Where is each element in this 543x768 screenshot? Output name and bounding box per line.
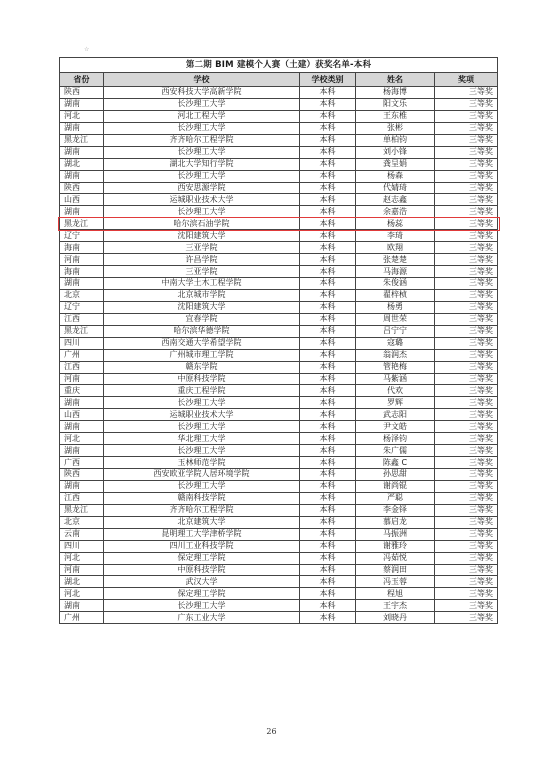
cell-name: 李琦 (356, 230, 435, 242)
cell-name: 代婧琦 (356, 182, 435, 194)
table-row (60, 588, 498, 600)
cell-award: 三等奖 (435, 349, 498, 361)
header-name: 姓名 (356, 73, 435, 87)
cell-type: 本科 (300, 134, 356, 146)
table-row (60, 301, 498, 313)
cell-province: 河北 (60, 552, 104, 564)
table-row (60, 457, 498, 469)
cell-school: 运城职业技术大学 (104, 194, 300, 206)
cell-school: 湖北大学知行学院 (104, 158, 300, 170)
table-row (60, 385, 498, 397)
cell-school: 玉林师范学院 (104, 457, 300, 469)
cell-type: 本科 (300, 158, 356, 170)
header-award: 奖项 (435, 73, 498, 87)
table-row (60, 433, 498, 445)
cell-province: 陕西 (60, 469, 104, 481)
table-row (60, 206, 498, 218)
table-row (60, 87, 498, 99)
cell-award: 三等奖 (435, 421, 498, 433)
cell-province: 山西 (60, 409, 104, 421)
cell-school: 西安欧亚学院人居环境学院 (104, 469, 300, 481)
table-row (60, 469, 498, 481)
cell-name: 尹文皓 (356, 421, 435, 433)
table-title: 第二期 BIM 建模个人赛（土建）获奖名单-本科 (60, 58, 498, 73)
cell-name: 程旭 (356, 588, 435, 600)
table-row (60, 325, 498, 337)
cell-school: 广州城市理工学院 (104, 349, 300, 361)
cell-type: 本科 (300, 600, 356, 612)
cell-type: 本科 (300, 457, 356, 469)
cell-type: 本科 (300, 98, 356, 110)
cell-award: 三等奖 (435, 433, 498, 445)
cell-school: 运城职业技术大学 (104, 409, 300, 421)
cell-name: 张彬 (356, 122, 435, 134)
cell-school: 沈阳建筑大学 (104, 230, 300, 242)
table-row (60, 409, 498, 421)
cell-type: 本科 (300, 87, 356, 99)
table-row (60, 349, 498, 361)
cell-type: 本科 (300, 528, 356, 540)
cell-school: 长沙理工大学 (104, 397, 300, 409)
cell-type: 本科 (300, 349, 356, 361)
cell-name: 单柏钧 (356, 134, 435, 146)
cell-award: 三等奖 (435, 87, 498, 99)
cell-type: 本科 (300, 445, 356, 457)
cell-type: 本科 (300, 122, 356, 134)
cell-name: 谢雅玲 (356, 540, 435, 552)
header-type: 学校类别 (300, 73, 356, 87)
table-row (60, 242, 498, 254)
table-row (60, 158, 498, 170)
cell-province: 重庆 (60, 385, 104, 397)
cell-name: 吕宁宁 (356, 325, 435, 337)
cell-school: 长沙理工大学 (104, 445, 300, 457)
cell-province: 河南 (60, 564, 104, 576)
cell-province: 陕西 (60, 87, 104, 99)
award-table (59, 57, 498, 624)
cell-award: 三等奖 (435, 600, 498, 612)
table-row (60, 122, 498, 134)
cell-name: 周世荣 (356, 313, 435, 325)
cell-school: 齐齐哈尔工程学院 (104, 504, 300, 516)
cell-province: 湖南 (60, 397, 104, 409)
cell-name: 刘小锋 (356, 146, 435, 158)
table-row (60, 576, 498, 588)
cell-name: 龚呈娟 (356, 158, 435, 170)
table-row (60, 480, 498, 492)
cell-name: 慕启龙 (356, 516, 435, 528)
table-row (60, 361, 498, 373)
cell-award: 三等奖 (435, 182, 498, 194)
cell-name: 武志阳 (356, 409, 435, 421)
cell-award: 三等奖 (435, 469, 498, 481)
cell-school: 西安思源学院 (104, 182, 300, 194)
cell-province: 广州 (60, 349, 104, 361)
cell-type: 本科 (300, 480, 356, 492)
cell-name: 翟梓桢 (356, 289, 435, 301)
cell-province: 黑龙江 (60, 134, 104, 146)
cell-province: 四川 (60, 540, 104, 552)
cell-province: 湖南 (60, 122, 104, 134)
cell-type: 本科 (300, 313, 356, 325)
cell-award: 三等奖 (435, 325, 498, 337)
cell-award: 三等奖 (435, 206, 498, 218)
table-row (60, 564, 498, 576)
cell-award: 三等奖 (435, 397, 498, 409)
cell-name: 孙思甜 (356, 469, 435, 481)
cell-name: 代欢 (356, 385, 435, 397)
cell-province: 湖南 (60, 170, 104, 182)
cell-name: 寇璐 (356, 337, 435, 349)
cell-province: 河北 (60, 588, 104, 600)
cell-province: 广西 (60, 457, 104, 469)
cell-type: 本科 (300, 206, 356, 218)
table-row (60, 445, 498, 457)
cell-school: 保定理工学院 (104, 588, 300, 600)
table-row (60, 98, 498, 110)
cell-type: 本科 (300, 337, 356, 349)
cell-name: 蔡润田 (356, 564, 435, 576)
cell-type: 本科 (300, 325, 356, 337)
cell-name: 马海源 (356, 266, 435, 278)
cell-award: 三等奖 (435, 98, 498, 110)
cell-province: 江西 (60, 313, 104, 325)
table-row (60, 194, 498, 206)
cell-name: 管艳梅 (356, 361, 435, 373)
cell-school: 许昌学院 (104, 254, 300, 266)
cell-award: 三等奖 (435, 588, 498, 600)
table-row (60, 337, 498, 349)
cell-award: 三等奖 (435, 289, 498, 301)
cell-name: 严聪 (356, 492, 435, 504)
cell-province: 广州 (60, 612, 104, 624)
table-title-row (60, 58, 498, 73)
cell-province: 湖南 (60, 445, 104, 457)
cell-type: 本科 (300, 242, 356, 254)
cell-province: 河南 (60, 254, 104, 266)
cell-school: 武汉大学 (104, 576, 300, 588)
cell-type: 本科 (300, 612, 356, 624)
table-body (60, 87, 498, 624)
table-row (60, 504, 498, 516)
table-row (60, 134, 498, 146)
cell-province: 黑龙江 (60, 325, 104, 337)
table-header-row (60, 73, 498, 87)
cell-award: 三等奖 (435, 110, 498, 122)
cell-province: 山西 (60, 194, 104, 206)
cell-province: 海南 (60, 242, 104, 254)
cell-province: 北京 (60, 516, 104, 528)
cell-award: 三等奖 (435, 158, 498, 170)
cell-award: 三等奖 (435, 194, 498, 206)
cell-type: 本科 (300, 373, 356, 385)
cell-school: 北京城市学院 (104, 289, 300, 301)
cell-type: 本科 (300, 552, 356, 564)
table-row (60, 182, 498, 194)
cell-school: 中南大学土木工程学院 (104, 278, 300, 290)
cell-province: 辽宁 (60, 301, 104, 313)
cell-award: 三等奖 (435, 373, 498, 385)
cell-province: 辽宁 (60, 230, 104, 242)
cell-award: 三等奖 (435, 552, 498, 564)
cell-province: 江西 (60, 361, 104, 373)
cell-type: 本科 (300, 409, 356, 421)
cell-award: 三等奖 (435, 445, 498, 457)
cell-school: 长沙理工大学 (104, 421, 300, 433)
cell-school: 赣东学院 (104, 361, 300, 373)
cell-type: 本科 (300, 301, 356, 313)
cell-school: 中原科技学院 (104, 564, 300, 576)
cell-province: 黑龙江 (60, 218, 104, 230)
cell-province: 陕西 (60, 182, 104, 194)
table-row (60, 170, 498, 182)
cell-award: 三等奖 (435, 564, 498, 576)
cell-name: 李金铎 (356, 504, 435, 516)
table-row (60, 278, 498, 290)
cell-award: 三等奖 (435, 576, 498, 588)
cell-award: 三等奖 (435, 146, 498, 158)
table-row (60, 421, 498, 433)
cell-name: 余嘉浩 (356, 206, 435, 218)
cell-province: 海南 (60, 266, 104, 278)
cell-school: 长沙理工大学 (104, 600, 300, 612)
cell-school: 长沙理工大学 (104, 98, 300, 110)
cell-type: 本科 (300, 588, 356, 600)
cell-name: 翁润杰 (356, 349, 435, 361)
cell-type: 本科 (300, 564, 356, 576)
cell-name: 朱俊涵 (356, 278, 435, 290)
cell-award: 三等奖 (435, 516, 498, 528)
cell-name: 阳文乐 (356, 98, 435, 110)
cell-school: 宜春学院 (104, 313, 300, 325)
cell-type: 本科 (300, 492, 356, 504)
cell-province: 江西 (60, 492, 104, 504)
table-row (60, 266, 498, 278)
cell-type: 本科 (300, 170, 356, 182)
cell-type: 本科 (300, 266, 356, 278)
cell-school: 齐齐哈尔工程学院 (104, 134, 300, 146)
cell-school: 保定理工学院 (104, 552, 300, 564)
cell-name: 冯玉蓉 (356, 576, 435, 588)
cell-school: 重庆工程学院 (104, 385, 300, 397)
cell-name: 刘晓丹 (356, 612, 435, 624)
table-row (60, 528, 498, 540)
cell-name: 冯茹悦 (356, 552, 435, 564)
table-row (60, 373, 498, 385)
table-row (60, 146, 498, 158)
table-row (60, 289, 498, 301)
cell-school: 西安科技大学高新学院 (104, 87, 300, 99)
cell-name: 马紫涵 (356, 373, 435, 385)
table-row (60, 552, 498, 564)
cell-type: 本科 (300, 576, 356, 588)
cell-award: 三等奖 (435, 313, 498, 325)
cell-province: 北京 (60, 289, 104, 301)
page-mark: ☆ (84, 46, 90, 53)
cell-school: 四川工业科技学院 (104, 540, 300, 552)
cell-province: 河南 (60, 373, 104, 385)
page-number: 26 (266, 727, 277, 736)
cell-province: 湖南 (60, 600, 104, 612)
cell-name: 陈鑫 C (356, 457, 435, 469)
cell-name: 赵志鑫 (356, 194, 435, 206)
cell-type: 本科 (300, 146, 356, 158)
table-row (60, 600, 498, 612)
cell-type: 本科 (300, 516, 356, 528)
cell-province: 湖南 (60, 278, 104, 290)
cell-school: 哈尔滨华德学院 (104, 325, 300, 337)
table-row (60, 313, 498, 325)
table-row (60, 612, 498, 624)
cell-school: 长沙理工大学 (104, 170, 300, 182)
cell-name: 罗辉 (356, 397, 435, 409)
cell-award: 三等奖 (435, 278, 498, 290)
cell-award: 三等奖 (435, 492, 498, 504)
cell-name: 张楚楚 (356, 254, 435, 266)
cell-award: 三等奖 (435, 170, 498, 182)
cell-award: 三等奖 (435, 122, 498, 134)
cell-award: 三等奖 (435, 254, 498, 266)
cell-school: 昆明理工大学津桥学院 (104, 528, 300, 540)
cell-province: 湖南 (60, 480, 104, 492)
cell-award: 三等奖 (435, 528, 498, 540)
cell-award: 三等奖 (435, 361, 498, 373)
cell-province: 四川 (60, 337, 104, 349)
cell-type: 本科 (300, 230, 356, 242)
cell-type: 本科 (300, 218, 356, 230)
cell-award: 三等奖 (435, 230, 498, 242)
cell-type: 本科 (300, 397, 356, 409)
cell-name: 杨森 (356, 170, 435, 182)
cell-type: 本科 (300, 278, 356, 290)
cell-award: 三等奖 (435, 218, 498, 230)
cell-school: 河北工程大学 (104, 110, 300, 122)
cell-award: 三等奖 (435, 480, 498, 492)
cell-type: 本科 (300, 289, 356, 301)
cell-school: 北京建筑大学 (104, 516, 300, 528)
cell-award: 三等奖 (435, 504, 498, 516)
table-row (60, 397, 498, 409)
header-province: 省份 (60, 73, 104, 87)
cell-school: 长沙理工大学 (104, 480, 300, 492)
cell-school: 哈尔滨石油学院 (104, 218, 300, 230)
cell-award: 三等奖 (435, 134, 498, 146)
cell-award: 三等奖 (435, 301, 498, 313)
cell-award: 三等奖 (435, 266, 498, 278)
cell-award: 三等奖 (435, 337, 498, 349)
cell-school: 长沙理工大学 (104, 146, 300, 158)
cell-type: 本科 (300, 421, 356, 433)
cell-province: 湖南 (60, 206, 104, 218)
cell-school: 华北理工大学 (104, 433, 300, 445)
cell-award: 三等奖 (435, 612, 498, 624)
cell-award: 三等奖 (435, 242, 498, 254)
table-row (60, 492, 498, 504)
cell-type: 本科 (300, 182, 356, 194)
cell-name: 王宇杰 (356, 600, 435, 612)
cell-school: 沈阳建筑大学 (104, 301, 300, 313)
table-row (60, 516, 498, 528)
cell-school: 长沙理工大学 (104, 206, 300, 218)
cell-award: 三等奖 (435, 540, 498, 552)
table-row (60, 540, 498, 552)
cell-name: 欧翔 (356, 242, 435, 254)
cell-award: 三等奖 (435, 409, 498, 421)
cell-school: 赣南科技学院 (104, 492, 300, 504)
cell-type: 本科 (300, 110, 356, 122)
cell-type: 本科 (300, 504, 356, 516)
cell-type: 本科 (300, 469, 356, 481)
table-row (60, 110, 498, 122)
cell-name: 王东椎 (356, 110, 435, 122)
cell-award: 三等奖 (435, 385, 498, 397)
cell-school: 三亚学院 (104, 242, 300, 254)
cell-type: 本科 (300, 194, 356, 206)
cell-school: 中原科技学院 (104, 373, 300, 385)
cell-type: 本科 (300, 385, 356, 397)
cell-name: 谢尚锟 (356, 480, 435, 492)
table-row (60, 218, 498, 230)
cell-award: 三等奖 (435, 457, 498, 469)
cell-type: 本科 (300, 433, 356, 445)
cell-province: 湖南 (60, 146, 104, 158)
cell-name: 杨泽钧 (356, 433, 435, 445)
cell-school: 广东工业大学 (104, 612, 300, 624)
cell-name: 杨海博 (356, 87, 435, 99)
cell-province: 湖北 (60, 158, 104, 170)
cell-type: 本科 (300, 254, 356, 266)
cell-province: 云南 (60, 528, 104, 540)
cell-province: 黑龙江 (60, 504, 104, 516)
cell-name: 马振洲 (356, 528, 435, 540)
cell-province: 湖南 (60, 421, 104, 433)
cell-school: 长沙理工大学 (104, 122, 300, 134)
cell-province: 湖北 (60, 576, 104, 588)
cell-type: 本科 (300, 361, 356, 373)
cell-province: 湖南 (60, 98, 104, 110)
cell-type: 本科 (300, 540, 356, 552)
cell-province: 河北 (60, 110, 104, 122)
table-row (60, 254, 498, 266)
cell-name: 杨蕊 (356, 218, 435, 230)
table-row (60, 230, 498, 242)
cell-school: 三亚学院 (104, 266, 300, 278)
header-school: 学校 (104, 73, 300, 87)
cell-name: 朱广儒 (356, 445, 435, 457)
cell-name: 杨勇 (356, 301, 435, 313)
cell-school: 西南交通大学希望学院 (104, 337, 300, 349)
cell-province: 河北 (60, 433, 104, 445)
